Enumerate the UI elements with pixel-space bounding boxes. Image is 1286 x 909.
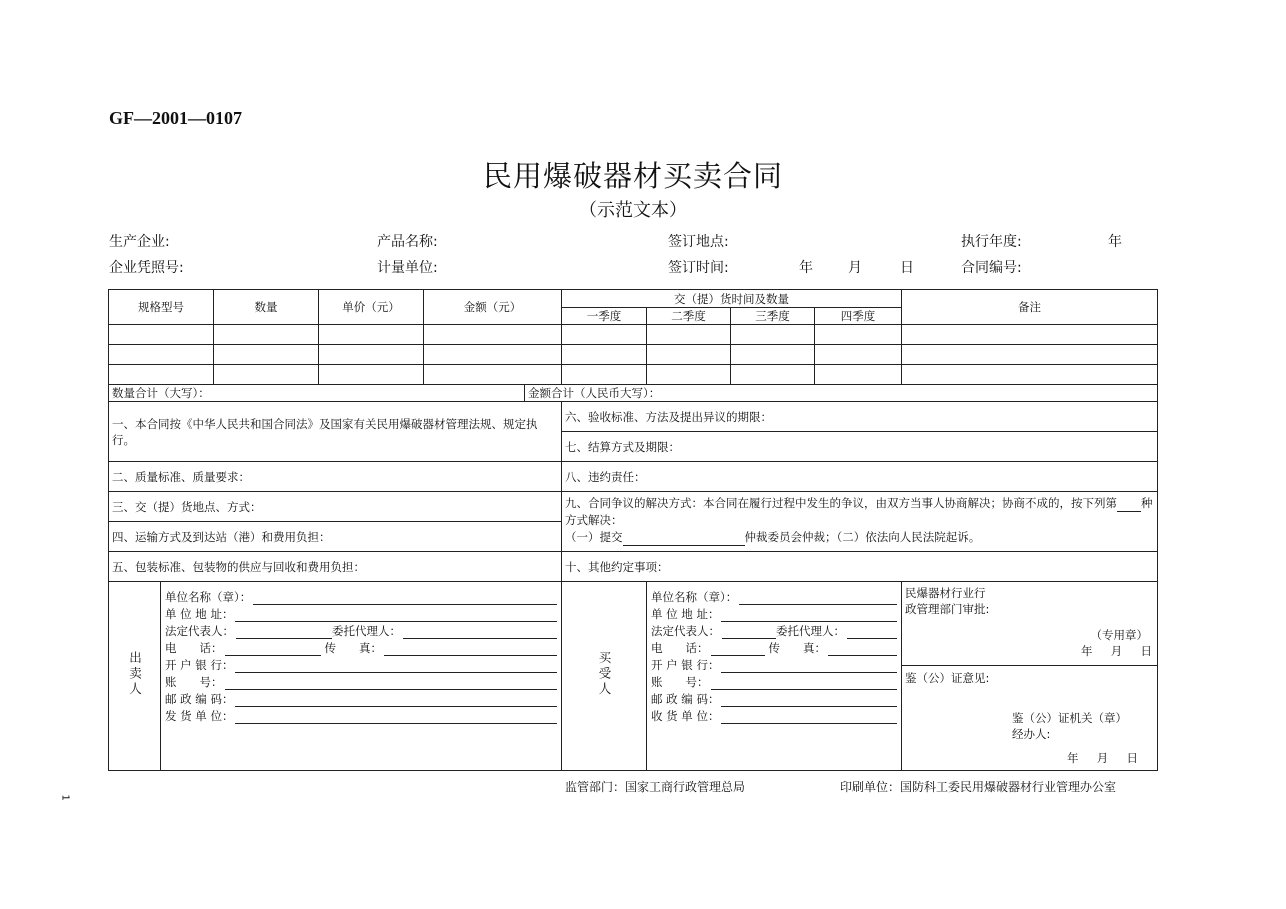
seller-label: 出卖人 xyxy=(109,582,161,771)
col-amount: 金额（元） xyxy=(424,290,562,325)
sign-place-label: 签订地点: xyxy=(668,234,729,250)
exec-year-label: 执行年度: xyxy=(961,234,1022,250)
table-row xyxy=(109,345,1158,365)
contract-no-label: 合同编号: xyxy=(961,260,1022,276)
col-q4: 四季度 xyxy=(815,308,902,325)
table-row xyxy=(109,365,1158,385)
clause-10: 十、其他约定事项： xyxy=(562,552,1158,582)
seller-account-field[interactable] xyxy=(225,677,558,690)
buyer-phone-field[interactable] xyxy=(711,643,765,656)
seller-block: 单位名称（章）： 单 位 地 址： 法定代表人： 委托代理人： 电 话： 传 真： 开 户 银 行： 账 号： 邮 政 编 码： 发 货 单 位： xyxy=(161,582,562,771)
method-blank[interactable] xyxy=(1117,499,1141,512)
buyer-postcode-field[interactable] xyxy=(721,694,897,707)
buyer-receive-unit-field[interactable] xyxy=(721,711,897,724)
buyer-agent-field[interactable] xyxy=(847,626,897,639)
amount-total: 金额合计（人民币大写）： xyxy=(525,385,1158,402)
product-name-label: 产品名称: xyxy=(377,234,438,250)
clause-8: 八、违约责任： xyxy=(562,462,1158,492)
seller-address-field[interactable] xyxy=(235,609,557,622)
document-title: 民用爆破器材买卖合同 xyxy=(482,159,783,193)
qty-total: 数量合计（大写）： xyxy=(109,385,525,402)
approval-date: 年 月 日 xyxy=(1080,644,1152,658)
sign-day: 日 xyxy=(900,260,914,276)
sign-time-label: 签订时间: xyxy=(668,260,729,276)
footer-printer: 印刷单位：国防科工委民用爆破器材行业管理办公室 xyxy=(840,780,1117,794)
clause-7: 七、结算方式及期限： xyxy=(562,432,1158,462)
col-qty: 数量 xyxy=(214,290,319,325)
seller-bank-field[interactable] xyxy=(235,660,557,673)
seller-fax-field[interactable] xyxy=(384,643,557,656)
seller-ship-unit-field[interactable] xyxy=(235,711,557,724)
cert-no-label: 企业凭照号: xyxy=(109,260,184,276)
buyer-bank-field[interactable] xyxy=(721,660,897,673)
col-remark: 备注 xyxy=(902,290,1158,325)
col-q1: 一季度 xyxy=(562,308,647,325)
buyer-account-field[interactable] xyxy=(711,677,898,690)
seller-name-field[interactable] xyxy=(253,592,557,605)
seller-phone-field[interactable] xyxy=(225,643,321,656)
document-code: GF—2001—0107 xyxy=(109,108,242,128)
clause-5: 五、包装标准、包装物的供应与回收和费用负担： xyxy=(109,552,562,582)
col-delivery: 交（提）货时间及数量 xyxy=(562,290,902,308)
buyer-address-field[interactable] xyxy=(721,609,897,622)
seller-legal-rep-field[interactable] xyxy=(236,626,332,639)
buyer-block: 单位名称（章）： 单 位 地 址： 法定代表人： 委托代理人： 电 话： 传 真： 开 户 银 行： 账 号： 邮 政 编 码： 收 货 单 位： xyxy=(647,582,902,771)
table-row xyxy=(109,325,1158,345)
clause-4: 四、运输方式及到达站（港）和费用负担： xyxy=(109,522,562,552)
exec-year-suffix: 年 xyxy=(1108,234,1122,250)
unit-label: 计量单位: xyxy=(377,260,438,276)
buyer-name-field[interactable] xyxy=(739,592,897,605)
contract-table xyxy=(108,289,1158,771)
col-price: 单价（元） xyxy=(319,290,424,325)
clause-1: 一、本合同按《中华人民共和国合同法》及国家有关民用爆破器材管理法规、规定执行。 xyxy=(109,402,562,462)
document-subtitle: （示范文本） xyxy=(579,200,687,221)
sign-year: 年 xyxy=(799,260,813,276)
buyer-fax-field[interactable] xyxy=(828,643,897,656)
page-number: 1 xyxy=(59,794,71,801)
seller-agent-field[interactable] xyxy=(403,626,557,639)
col-q3: 三季度 xyxy=(731,308,815,325)
approval-seal: （专用章） xyxy=(1090,628,1148,642)
clause-3: 三、交（提）货地点、方式： xyxy=(109,492,562,522)
footer-supervisor: 监管部门：国家工商行政管理总局 xyxy=(565,780,746,794)
notary-date: 年 月 日 xyxy=(1066,751,1138,765)
notary-block: 鉴（公）证意见: 鉴（公）证机关（章） 经办人: 年 月 日 xyxy=(902,666,1158,771)
producer-label: 生产企业: xyxy=(109,234,170,250)
clause-9: 九、合同争议的解决方式：本合同在履行过程中发生的争议，由双方当事人协商解决；协商不成的，按下列第 种方式解决： （一）提交 仲裁委员会仲裁；（二）依法向人民法院起诉。 xyxy=(562,492,1158,552)
clause-2: 二、质量标准、质量要求： xyxy=(109,462,562,492)
clause-6: 六、验收标准、方法及提出异议的期限： xyxy=(562,402,1158,432)
arbitration-blank[interactable] xyxy=(623,533,745,546)
sign-month: 月 xyxy=(848,260,862,276)
col-q2: 二季度 xyxy=(647,308,731,325)
col-spec: 规格型号 xyxy=(109,290,214,325)
buyer-label: 买受人 xyxy=(562,582,647,771)
approval-block: 民爆器材行业行 政管理部门审批: （专用章） 年 月 日 xyxy=(902,582,1158,666)
seller-postcode-field[interactable] xyxy=(235,694,557,707)
buyer-legal-rep-field[interactable] xyxy=(722,626,776,639)
